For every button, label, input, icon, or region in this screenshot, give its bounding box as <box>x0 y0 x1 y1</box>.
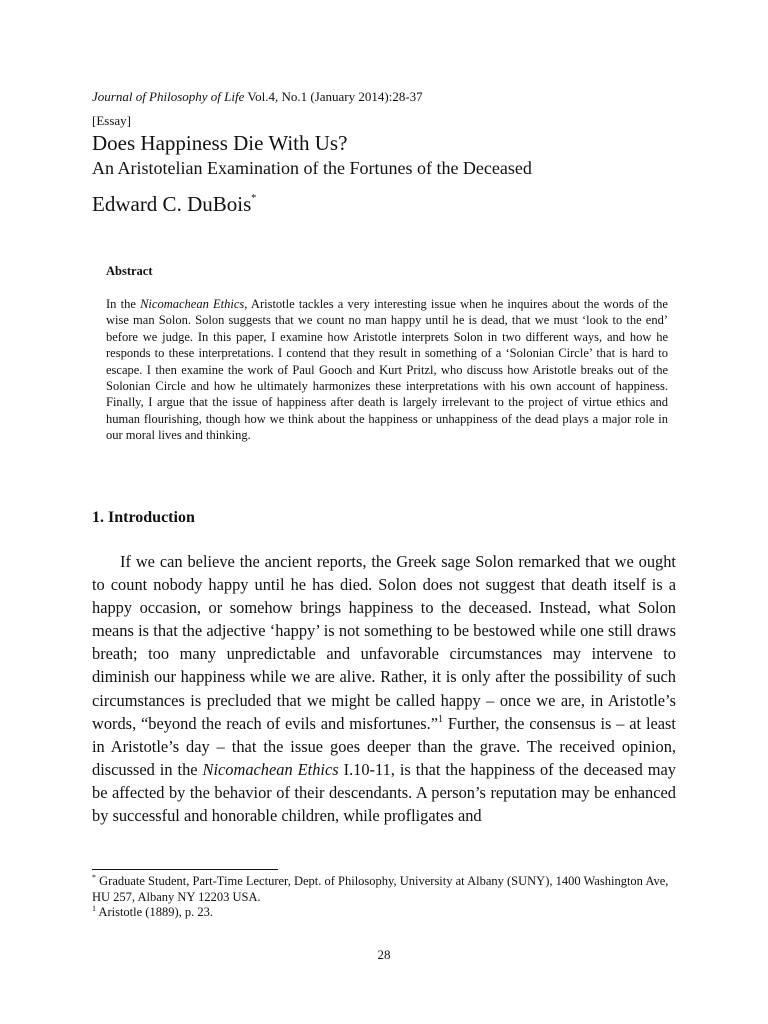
abstract-text-pre: In the <box>106 297 141 311</box>
intro-paragraph <box>92 550 676 827</box>
footnote-mark: * <box>92 873 96 882</box>
paper-subtitle: An Aristotelian Examination of the Fortunes of the Deceased <box>92 158 532 178</box>
footnote-item <box>92 874 676 905</box>
footnote-divider <box>92 869 278 870</box>
intro-text-part3: I.10-11, is that the happiness of the deceased may be affected by the behavior of their descendants. A person’s reputation may be enhanced by successful and honorable children, while profligates and <box>92 759 676 826</box>
intro-text-part1: If we can believe the ancient reports, the Greek sage Solon remarked that we ought to count nobody happy until he has died. Solon does not suggest that death itself is a happy occasion, or somehow brings happiness to the deceased. Instead, what Solon means is that the adjective ‘happy’ is not something to be bestowed while one still draws breath; too many unpredictable and unfavorable circumstances may intervene to diminish our happiness while we are alive. Rather, it is only after the possibility of such circumstances is precluded that we might be called happy – once we are, in Aristotle’s words, “beyond the reach of evils and misfortunes.” <box>92 552 676 733</box>
section-heading: 1. Introduction <box>92 509 195 526</box>
abstract-book-title: Nicomachean Ethics <box>140 297 245 311</box>
footnote-ref: 1 <box>438 713 444 725</box>
footnote-text: Aristotle (1889), p. 23. <box>96 905 214 920</box>
author-line <box>92 191 256 217</box>
abstract-text-post: , Aristotle tackles a very interesting issue when he inquires about the words of the wise man Solon. Solon suggests that we count no man happy until he is dead, that we must ‘look to the end’ before we judge. In this paper, I examine how Aristotle interprets Solon in two different ways, and how he responds to these interpretations. I contend that they result in something of a ‘Solonian Circle’ that is hard to escape. I then examine the work of Paul Gooch and Kurt Pritzl, who discuss how Aristotle breaks out of the Solonian Circle and how he ultimately harmonizes these interpretations with his own account of happiness. Finally, I argue that the issue of happiness after death is largely irrelevant to the project of virtue ethics and human flourishing, though how we think about the happiness or unhappiness of the dead plays a major role in our moral lives and thinking. <box>106 297 668 443</box>
journal-name: Journal of Philosophy of Life <box>92 89 245 104</box>
page-number: 28 <box>377 947 391 962</box>
footnote-text: Graduate Student, Part-Time Lecturer, Dept. of Philosophy, University at Albany (SUNY), 1400 Washington Ave, HU 257, Albany NY 12203 USA. <box>92 874 669 904</box>
intro-book-title: Nicomachean Ethics <box>202 759 339 779</box>
journal-header <box>92 89 423 105</box>
author-footnote-mark: * <box>251 193 257 204</box>
article-type: [Essay] <box>92 113 131 128</box>
journal-citation: Vol.4, No.1 (January 2014):28-37 <box>244 89 423 104</box>
abstract-text <box>106 296 668 444</box>
footnotes <box>92 874 676 921</box>
author-name: Edward C. DuBois <box>92 192 252 216</box>
intro-text-part2: Further, the consensus is – at least in Aristotle’s day – that the issue goes deeper than the grave. The received opinion, discussed in the <box>92 713 676 779</box>
paper-title: Does Happiness Die With Us? <box>92 131 348 155</box>
footnote-mark: 1 <box>92 904 96 914</box>
footnote-item <box>92 905 676 921</box>
abstract-heading: Abstract <box>106 264 153 278</box>
